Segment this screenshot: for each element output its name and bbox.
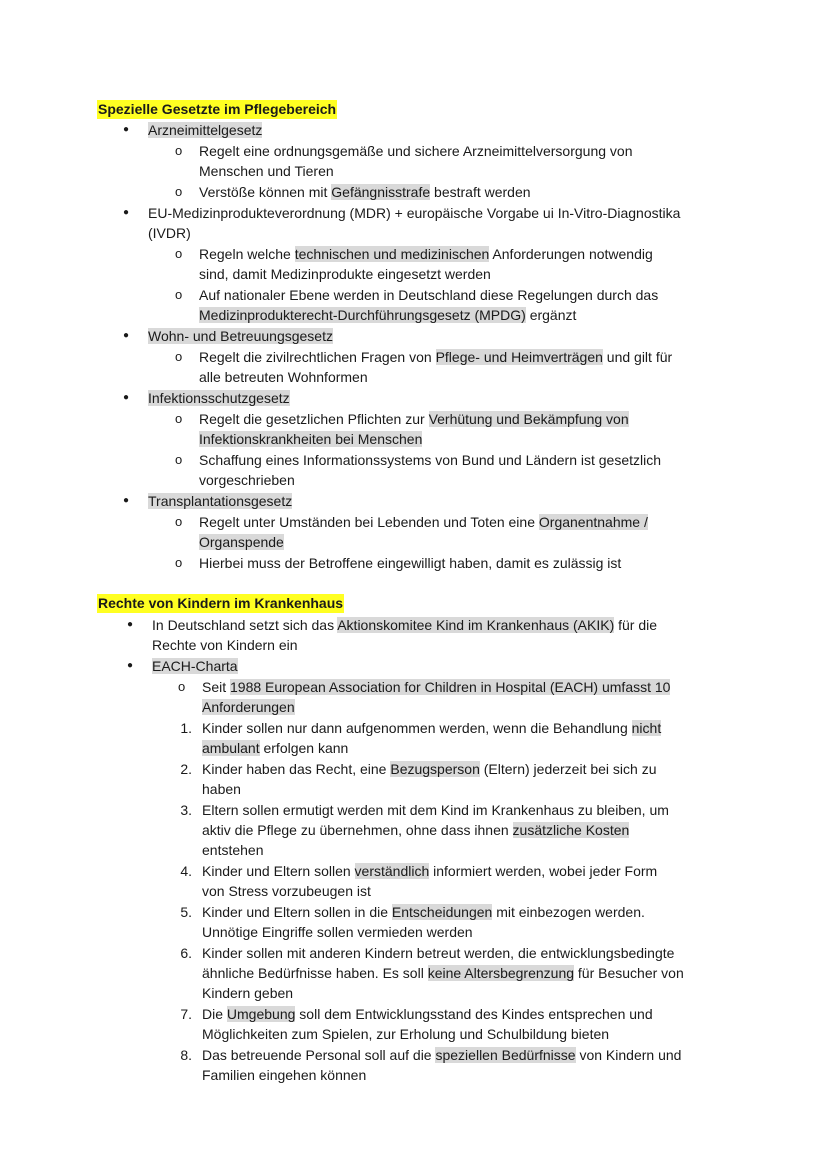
list-item-arzneimittelgesetz: Arzneimittelgesetz	[148, 122, 263, 138]
circle-bullet-icon: o	[175, 184, 183, 199]
numbered-item-text: Kinder und Eltern sollen in die Entscheidungen mit einbezogen werden.	[202, 904, 645, 920]
list-number: 4.	[180, 863, 192, 879]
numbered-item-text: Eltern sollen ermutigt werden mit dem Kind im Krankenhaus zu bleiben, um	[202, 802, 669, 818]
numbered-item-text: haben	[202, 781, 241, 797]
bullet-icon: ●	[123, 124, 130, 135]
circle-bullet-icon: o	[175, 349, 183, 364]
sub-item-text: Auf nationaler Ebene werden in Deutschland diese Regelungen durch das	[199, 287, 659, 303]
numbered-item-text: entstehen	[202, 842, 264, 858]
list-number: 6.	[180, 945, 192, 961]
sub-item-text: alle betreuten Wohnformen	[199, 369, 368, 385]
list-number: 3.	[180, 802, 192, 818]
numbered-item-text: aktiv die Pflege zu übernehmen, ohne dass ihnen zusätzliche Kosten	[202, 822, 630, 838]
bullet-icon: ●	[123, 330, 130, 341]
sub-item-text: Organspende	[199, 534, 284, 550]
sub-item-text: Seit 1988 European Association for Children in Hospital (EACH) umfasst 10	[202, 679, 671, 695]
bullet-icon: ●	[123, 495, 130, 506]
bullet-icon: ●	[127, 660, 134, 671]
list-item-infektionsschutz: Infektionsschutzgesetz	[148, 390, 290, 406]
sub-item-text: Regelt die gesetzlichen Pflichten zur Verhütung und Bekämpfung von	[199, 411, 629, 427]
circle-bullet-icon: o	[175, 514, 183, 529]
sub-item-text: Anforderungen	[202, 699, 295, 715]
sub-item-text: Medizinprodukterecht-Durchführungsgesetz (MPDG) ergänzt	[199, 307, 577, 323]
numbered-item-text: Die Umgebung soll dem Entwicklungsstand des Kindes entsprechen und	[202, 1006, 653, 1022]
bullet-icon: ●	[123, 207, 130, 218]
list-number: 5.	[180, 904, 192, 920]
bullet-icon: ●	[127, 619, 134, 630]
circle-bullet-icon: o	[175, 555, 183, 570]
sub-item-text: Schaffung eines Informationssystems von Bund und Ländern ist gesetzlich	[199, 452, 662, 468]
numbered-item-text: Kinder sollen nur dann aufgenommen werden, wenn die Behandlung nicht	[202, 720, 662, 736]
circle-bullet-icon: o	[175, 411, 183, 426]
sub-item-text: Regelt die zivilrechtlichen Fragen von Pflege- und Heimverträgen und gilt für	[199, 349, 673, 365]
sub-item-text: Regeln welche technischen und medizinischen Anforderungen notwendig	[199, 246, 653, 262]
sub-item-text: vorgeschrieben	[199, 472, 295, 488]
sub-item-text: Menschen und Tieren	[199, 163, 334, 179]
section-heading-children-rights: Rechte von Kindern im Krankenhaus	[98, 595, 344, 611]
numbered-item-text: Kindern geben	[202, 985, 294, 1001]
list-item-transplantation: Transplantationsgesetz	[148, 493, 293, 509]
list-number: 2.	[180, 761, 192, 777]
numbered-item-text: Kinder sollen mit anderen Kindern betreut werden, die entwicklungsbedingte	[202, 945, 675, 961]
numbered-item-text: ähnliche Bedürfnisse haben. Es soll keine Altersbegrenzung für Besucher von	[202, 965, 684, 981]
list-number: 8.	[180, 1047, 192, 1063]
list-item-mdr: EU-Medizinprodukteverordnung (MDR) + europäische Vorgabe ui In-Vitro-Diagnostika	[148, 205, 681, 221]
sub-item-text: sind, damit Medizinprodukte eingesetzt werden	[199, 266, 491, 282]
circle-bullet-icon: o	[178, 679, 186, 694]
list-item-akik: In Deutschland setzt sich das Aktionskomitee Kind im Krankenhaus (AKIK) für die	[152, 617, 658, 633]
sub-item-text: Regelt eine ordnungsgemäße und sichere Arzneimittelversorgung von	[199, 143, 633, 159]
circle-bullet-icon: o	[175, 287, 183, 302]
sub-item-text: Verstöße können mit Gefängnisstrafe bestraft werden	[199, 184, 531, 200]
circle-bullet-icon: o	[175, 143, 183, 158]
numbered-item-text: ambulant erfolgen kann	[202, 740, 349, 756]
numbered-item-text: Familien eingehen können	[202, 1067, 367, 1083]
sub-item-text: Hierbei muss der Betroffene eingewilligt haben, damit es zulässig ist	[199, 555, 622, 571]
numbered-item-text: Das betreuende Personal soll auf die speziellen Bedürfnisse von Kindern und	[202, 1047, 682, 1063]
list-item-mdr-cont: (IVDR)	[148, 225, 191, 241]
numbered-item-text: Unnötige Eingriffe sollen vermieden werden	[202, 924, 473, 940]
list-item-each-charta: EACH-Charta	[152, 658, 238, 674]
list-number: 7.	[180, 1006, 192, 1022]
numbered-item-text: Kinder und Eltern sollen verständlich informiert werden, wobei jeder Form	[202, 863, 658, 879]
numbered-item-text: Kinder haben das Recht, eine Bezugsperson (Eltern) jederzeit bei sich zu	[202, 761, 657, 777]
circle-bullet-icon: o	[175, 246, 183, 261]
numbered-item-text: Möglichkeiten zum Spielen, zur Erholung und Schulbildung bieten	[202, 1026, 610, 1042]
section-heading-laws: Spezielle Gesetzte im Pflegebereich	[98, 101, 337, 117]
list-number: 1.	[180, 720, 192, 736]
list-item-akik-cont: Rechte von Kindern ein	[152, 637, 298, 653]
numbered-item-text: von Stress vorzubeugen ist	[202, 883, 371, 899]
circle-bullet-icon: o	[175, 452, 183, 467]
list-item-wohngesetz: Wohn- und Betreuungsgesetz	[148, 328, 333, 344]
bullet-icon: ●	[123, 392, 130, 403]
sub-item-text: Infektionskrankheiten bei Menschen	[199, 431, 423, 447]
sub-item-text: Regelt unter Umständen bei Lebenden und Toten eine Organentnahme /	[199, 514, 648, 530]
